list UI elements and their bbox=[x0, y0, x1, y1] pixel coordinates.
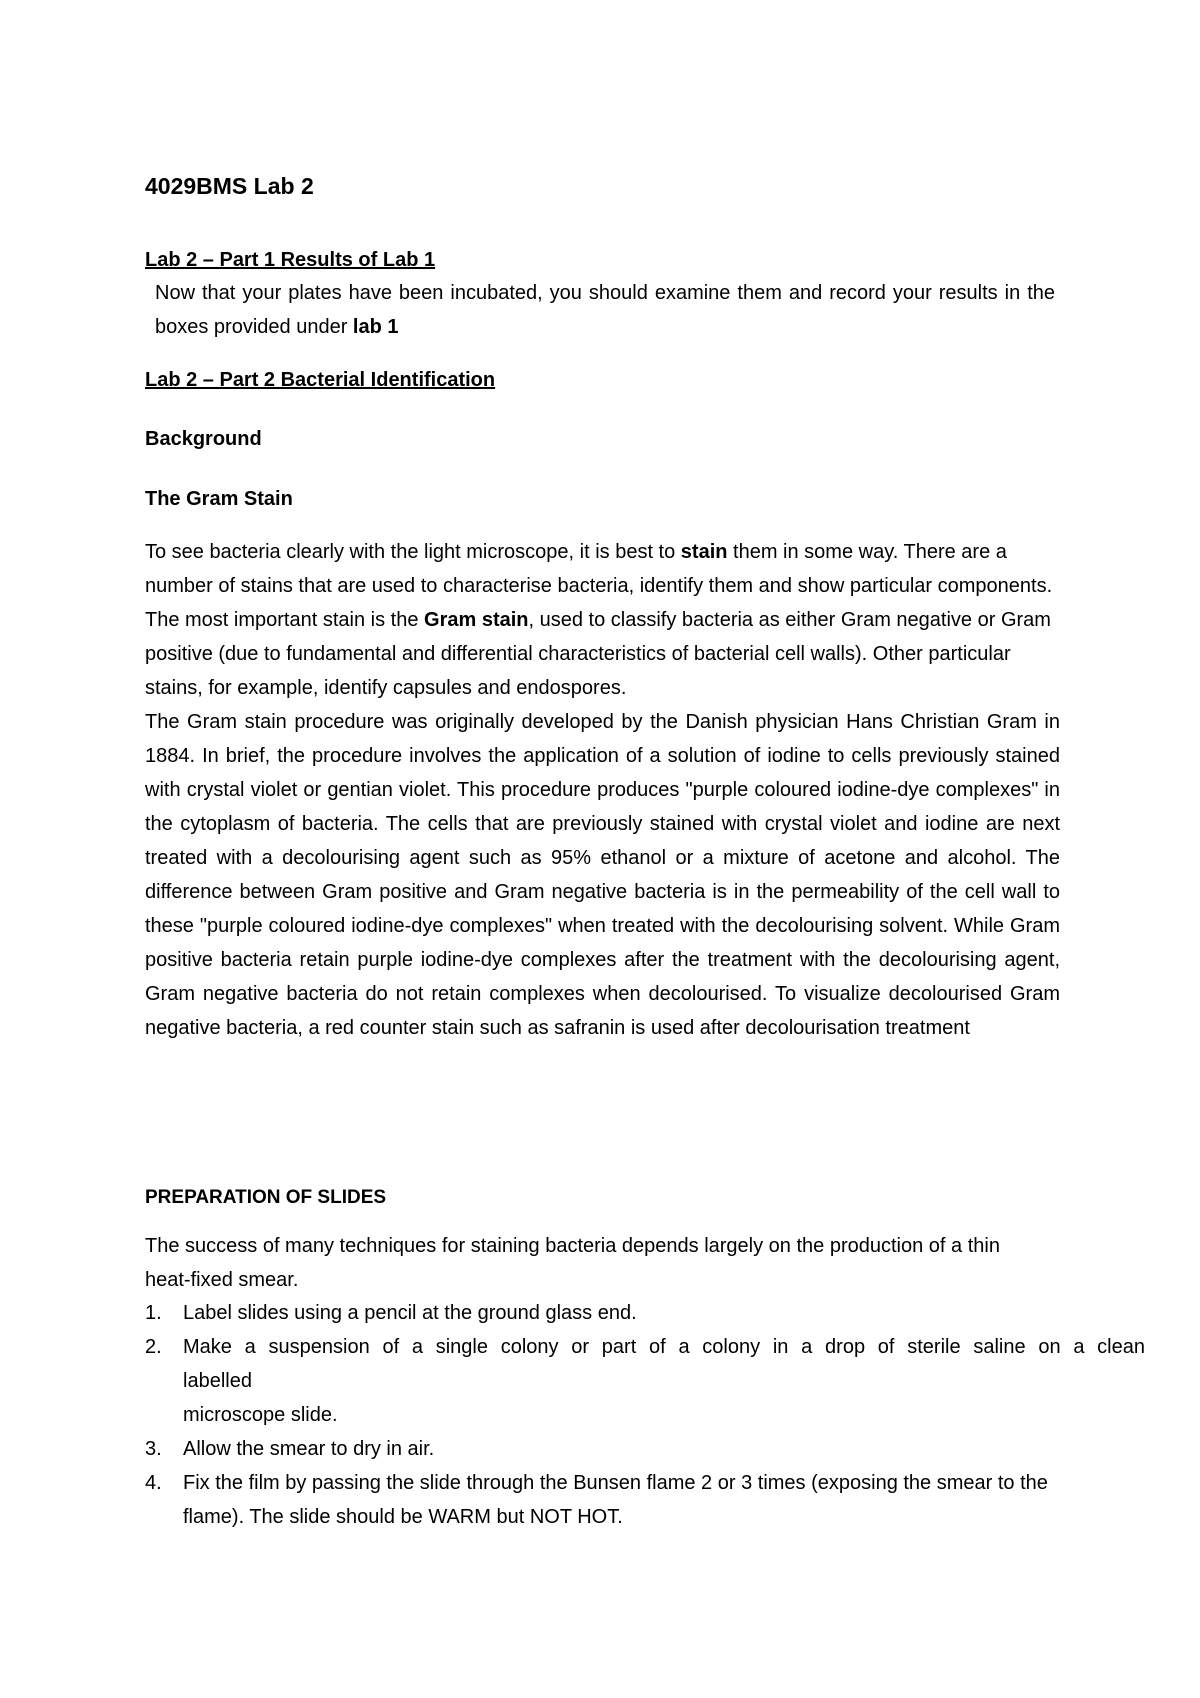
step-number: 4. bbox=[145, 1472, 162, 1494]
gram-paragraph-1 bbox=[145, 535, 1060, 603]
gram-stain-section bbox=[145, 535, 1060, 1045]
step-number: 1. bbox=[145, 1302, 162, 1324]
gram-paragraph-2 bbox=[145, 603, 1060, 705]
gram-paragraph-3: The Gram stain procedure was originally developed by the Danish physician Hans Christian Gram in 1884. In brief, the procedure involves the application of a solution of iodine to cells previously stained with crystal violet or gentian violet. This procedure produces "purple coloured iodine-dye complexes" in the cytoplasm of bacteria. The cells that are previously stained with crystal violet and iodine are next treated with a decolourising agent such as 95% ethanol or a mixture of acetone and alcohol. The difference between Gram positive and Gram negative bacteria is in the permeability of the cell wall to these "purple coloured iodine-dye complexes" when treated with the decolourising solvent. While Gram positive bacteria retain purple iodine-dye complexes after the treatment with the decolourising agent, Gram negative bacteria do not retain complexes when decolourised. To visualize decolourised Gram negative bacteria, a red counter stain such as safranin is used after decolourisation treatment bbox=[145, 711, 1060, 1039]
preparation-steps bbox=[145, 1296, 1145, 1534]
list-item bbox=[145, 1296, 1145, 1330]
part1-heading: Lab 2 – Part 1 Results of Lab 1 bbox=[145, 249, 436, 271]
step-number: 2. bbox=[145, 1336, 162, 1358]
step-text: Label slides using a pencil at the ground glass end. bbox=[183, 1302, 637, 1324]
step-text: Allow the smear to dry in air. bbox=[183, 1438, 435, 1460]
gram-p1-text-a: To see bacteria clearly with the light microscope, it is best to bbox=[145, 541, 681, 563]
preparation-intro: The success of many techniques for staining bacteria depends largely on the production of a thin heat-fixed smear. bbox=[145, 1235, 1000, 1291]
gram-p2-bold: Gram stain bbox=[424, 609, 529, 631]
part1-text-body: Now that your plates have been incubated, you should examine them and record your results in the boxes provided under bbox=[155, 282, 1055, 338]
gram-p1-bold: stain bbox=[680, 541, 728, 563]
gram-p1-text-b: them in some way. There are a number of stains that are used to characterise bacteria, identify them and show particular components. bbox=[145, 541, 1053, 597]
gram-p2-text-a: The most important stain is the bbox=[145, 609, 425, 631]
step-text-line-3: microscope slide. bbox=[183, 1404, 338, 1426]
part1-text bbox=[155, 276, 1055, 344]
step-text: Fix the film by passing the slide through the Bunsen flame 2 or 3 times (exposing the smear to the flame). The slide should be WARM but NOT HOT. bbox=[183, 1472, 1048, 1528]
step-text-line-1: Make a suspension of a single colony or part of a colony in a drop of sterile saline on a clean bbox=[183, 1336, 1145, 1358]
background-heading: Background bbox=[145, 428, 262, 450]
document-title: 4029BMS Lab 2 bbox=[145, 173, 314, 199]
part2-heading: Lab 2 – Part 2 Bacterial Identification bbox=[145, 369, 496, 391]
step-text-line-2: labelled bbox=[183, 1370, 252, 1392]
gram-p2-text-b: , used to classify bacteria as either Gram negative or Gram positive (due to fundamental and differential characteristics of bacterial cell walls). Other particular stains, for example, identify capsules and endospores. bbox=[145, 609, 1051, 699]
step-number: 3. bbox=[145, 1438, 162, 1460]
gram-stain-heading: The Gram Stain bbox=[145, 488, 293, 510]
preparation-heading: PREPARATION OF SLIDES bbox=[145, 1187, 387, 1208]
list-item bbox=[145, 1466, 1103, 1534]
list-item bbox=[145, 1432, 1145, 1466]
part1-text-bold: lab 1 bbox=[352, 316, 399, 338]
list-item bbox=[145, 1330, 1145, 1432]
